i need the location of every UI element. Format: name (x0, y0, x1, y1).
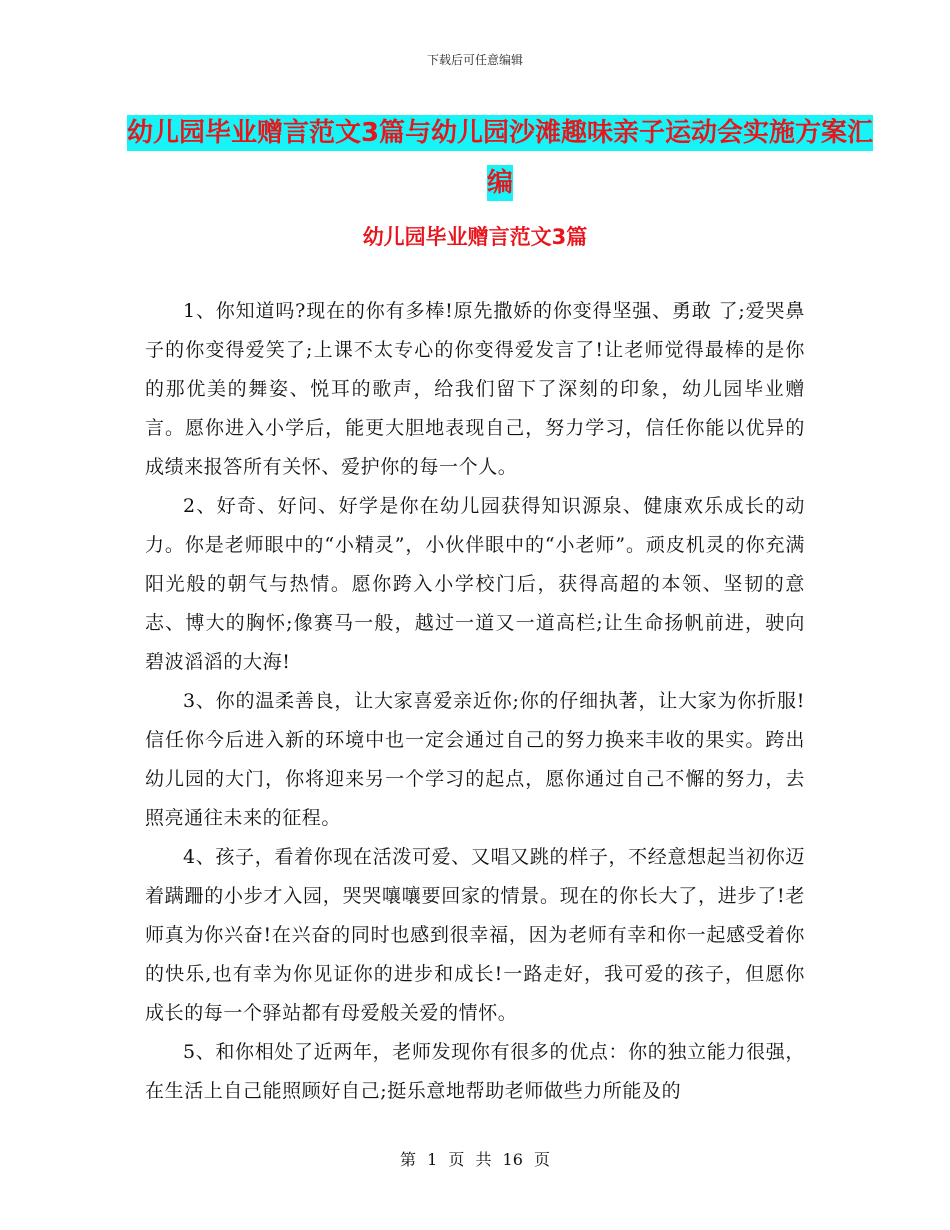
section-title: 幼儿园毕业赠言范文3篇 (362, 225, 588, 249)
document-title-text: 幼儿园毕业赠言范文3篇与幼儿园沙滩趣味亲子运动会实施方案汇编 (127, 115, 873, 201)
paragraph: 4、孩子，看着你现在活泼可爱、又唱又跳的样子，不经意想起当初你迈着蹒跚的小步才入园，哭哭嚷嚷要回家的情景。现在的你长大了，进步了!老师真为你兴奋!在兴奋的同时也感到很幸福，因为老师有幸和你一起感受着你的快乐,也有幸为你见证你的进步和成长!一路走好，我可爱的孩子，但愿你成长的每一个驿站都有母爱般关爱的情怀。 (145, 846, 805, 1024)
paragraph: 1、你知道吗?现在的你有多棒!原先撒娇的你变得坚强、勇敢 了;爱哭鼻子的你变得爱笑了;上课不太专心的你变得爱发言了!让老师觉得最棒的是你的那优美的舞姿、悦耳的歌声，给我们留下了深刻的印象，幼儿园毕业赠言。愿你进入小学后，能更大胆地表现自己，努力学习，信任你能以优异的成绩来报答所有关怀、爱护你的每一个人。 (145, 300, 805, 478)
document-body (145, 292, 805, 1111)
page-number: 第 1 页 共 16 页 (400, 1150, 550, 1169)
paragraph: 3、你的温柔善良，让大家喜爱亲近你;你的仔细执著，让大家为你折服!信任你今后进入新的环境中也一定会通过自己的努力换来丰收的果实。跨出幼儿园的大门，你将迎来另一个学习的起点，愿你通过自己不懈的努力，去照亮通往未来的征程。 (145, 690, 805, 829)
page-header-note: 下载后可任意编辑 (426, 53, 523, 67)
paragraph: 5、和你相处了近两年，老师发现你有很多的优点：你的独立能力很强，在生活上自己能照顾好自己;挺乐意地帮助老师做些力所能及的 (145, 1041, 805, 1102)
document-title (120, 108, 880, 208)
paragraph: 2、好奇、好问、好学是你在幼儿园获得知识源泉、健康欢乐成长的动力。你是老师眼中的“小精灵”，小伙伴眼中的“小老师”。顽皮机灵的你充满阳光般的朝气与热情。愿你跨入小学校门后，获得高超的本领、坚韧的意志、博大的胸怀;像赛马一般，越过一道又一道高栏;让生命扬帆前进，驶向碧波滔滔的大海! (145, 495, 805, 673)
